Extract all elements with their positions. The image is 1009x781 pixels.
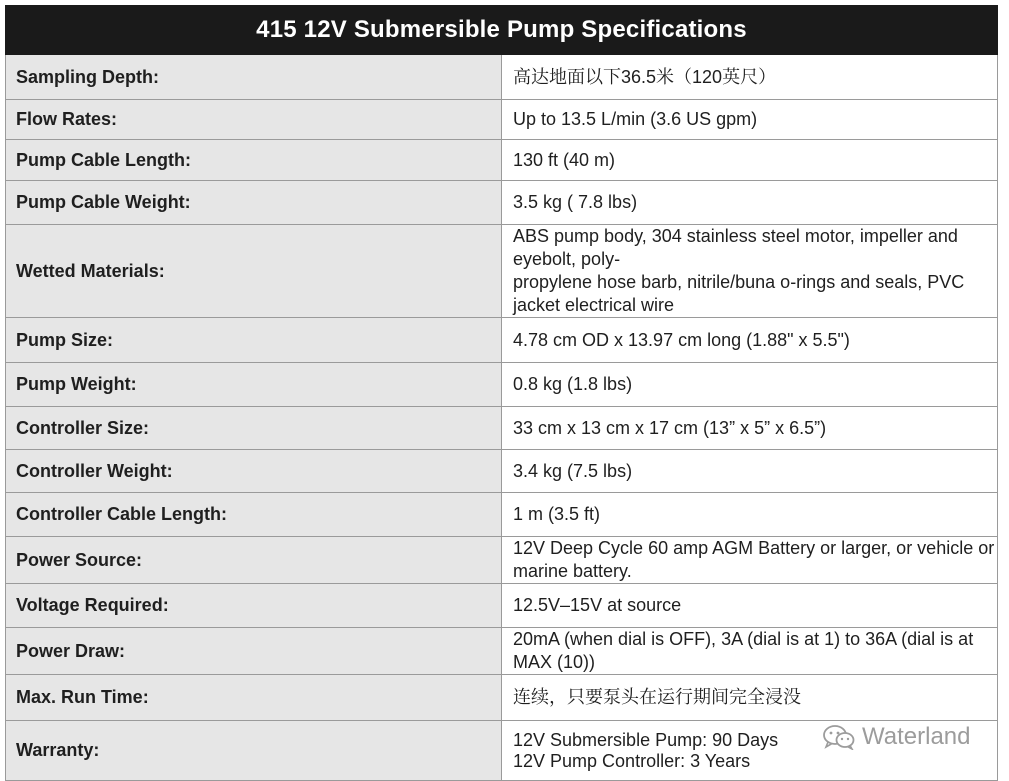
watermark-text: Waterland: [862, 723, 971, 750]
spec-row-pump-cable-weight: [6, 181, 998, 225]
spec-label: Voltage Required:: [6, 584, 502, 628]
spec-row-voltage-required: [6, 584, 998, 628]
spec-value: [502, 450, 998, 493]
spec-label: Controller Weight:: [6, 450, 502, 493]
spec-value: [502, 100, 998, 140]
spec-label: Pump Cable Weight:: [6, 181, 502, 225]
spec-value-line: 0.8 kg (1.8 lbs): [513, 374, 633, 394]
spec-value-line: 连续，只要泵头在运行期间完全浸没: [513, 687, 801, 707]
spec-row-wetted-materials: [6, 225, 998, 318]
spec-value: [502, 140, 998, 181]
spec-value: [502, 225, 998, 318]
spec-row-controller-cable-length: [6, 493, 998, 537]
spec-value-line: 12V Deep Cycle 60 amp AGM Battery or larger, or vehicle or marine battery.: [513, 538, 995, 581]
spec-value-line: 3.4 kg (7.5 lbs): [513, 460, 633, 481]
spec-label: Wetted Materials:: [6, 225, 502, 318]
spec-value-line: 12V Submersible Pump: 90 Days: [513, 729, 779, 750]
spec-value-line: 20mA (when dial is OFF), 3A (dial is at 1) to 36A (dial is at MAX (10)): [513, 629, 974, 672]
spec-value: [502, 628, 998, 675]
spec-value: [502, 537, 998, 584]
spec-value-line: 12.5V–15V at source: [513, 595, 682, 615]
spec-label: Flow Rates:: [6, 100, 502, 140]
spec-value-line: 3.5 kg ( 7.8 lbs): [513, 192, 638, 212]
spec-row-flow-rates: [6, 100, 998, 140]
spec-value-line: Up to 13.5 L/min (3.6 US gpm): [513, 109, 758, 129]
spec-value: [502, 584, 998, 628]
spec-row-pump-size: [6, 318, 998, 363]
spec-value-line: 130 ft (40 m): [513, 149, 616, 170]
spec-row-max-run-time: [6, 675, 998, 721]
spec-value-line: ABS pump body, 304 stainless steel motor, impeller and eyebolt, poly-: [513, 226, 958, 269]
spec-label: Sampling Depth:: [6, 55, 502, 100]
spec-value: [502, 493, 998, 537]
spec-value-line: 12V Pump Controller: 3 Years: [513, 750, 751, 771]
spec-label: Pump Weight:: [6, 363, 502, 407]
spec-label: Power Source:: [6, 537, 502, 584]
spec-label: Max. Run Time:: [6, 675, 502, 721]
spec-value-line: 1 m (3.5 ft): [513, 504, 601, 524]
spec-value: [502, 363, 998, 407]
spec-value: [502, 407, 998, 450]
spec-value-line: propylene hose barb, nitrile/buna o-rings and seals, PVC jacket electrical wire: [513, 272, 965, 315]
table-title-row: [6, 6, 998, 55]
spec-label: Pump Size:: [6, 318, 502, 363]
spec-row-sampling-depth: [6, 55, 998, 100]
spec-label: Controller Size:: [6, 407, 502, 450]
spec-table: [5, 5, 998, 781]
spec-value-line: 33 cm x 13 cm x 17 cm (13” x 5” x 6.5”): [513, 417, 827, 438]
spec-value: [502, 55, 998, 100]
wechat-icon: [822, 724, 856, 750]
spec-value: [502, 318, 998, 363]
spec-label: Pump Cable Length:: [6, 140, 502, 181]
spec-row-controller-weight: [6, 450, 998, 493]
spec-label: Controller Cable Length:: [6, 493, 502, 537]
spec-row-pump-cable-length: [6, 140, 998, 181]
spec-row-power-source: [6, 537, 998, 584]
spec-row-power-draw: [6, 628, 998, 675]
watermark: [822, 722, 971, 752]
spec-value: [502, 181, 998, 225]
spec-label: Warranty:: [6, 721, 502, 781]
spec-value: [502, 675, 998, 721]
spec-row-pump-weight: [6, 363, 998, 407]
table-title: 415 12V Submersible Pump Specifications: [6, 6, 998, 55]
spec-value-line: 4.78 cm OD x 13.97 cm long (1.88" x 5.5"): [513, 329, 850, 350]
spec-label: Power Draw:: [6, 628, 502, 675]
spec-value-line: 高达地面以下36.5米（120英尺）: [513, 66, 777, 87]
spec-row-controller-size: [6, 407, 998, 450]
